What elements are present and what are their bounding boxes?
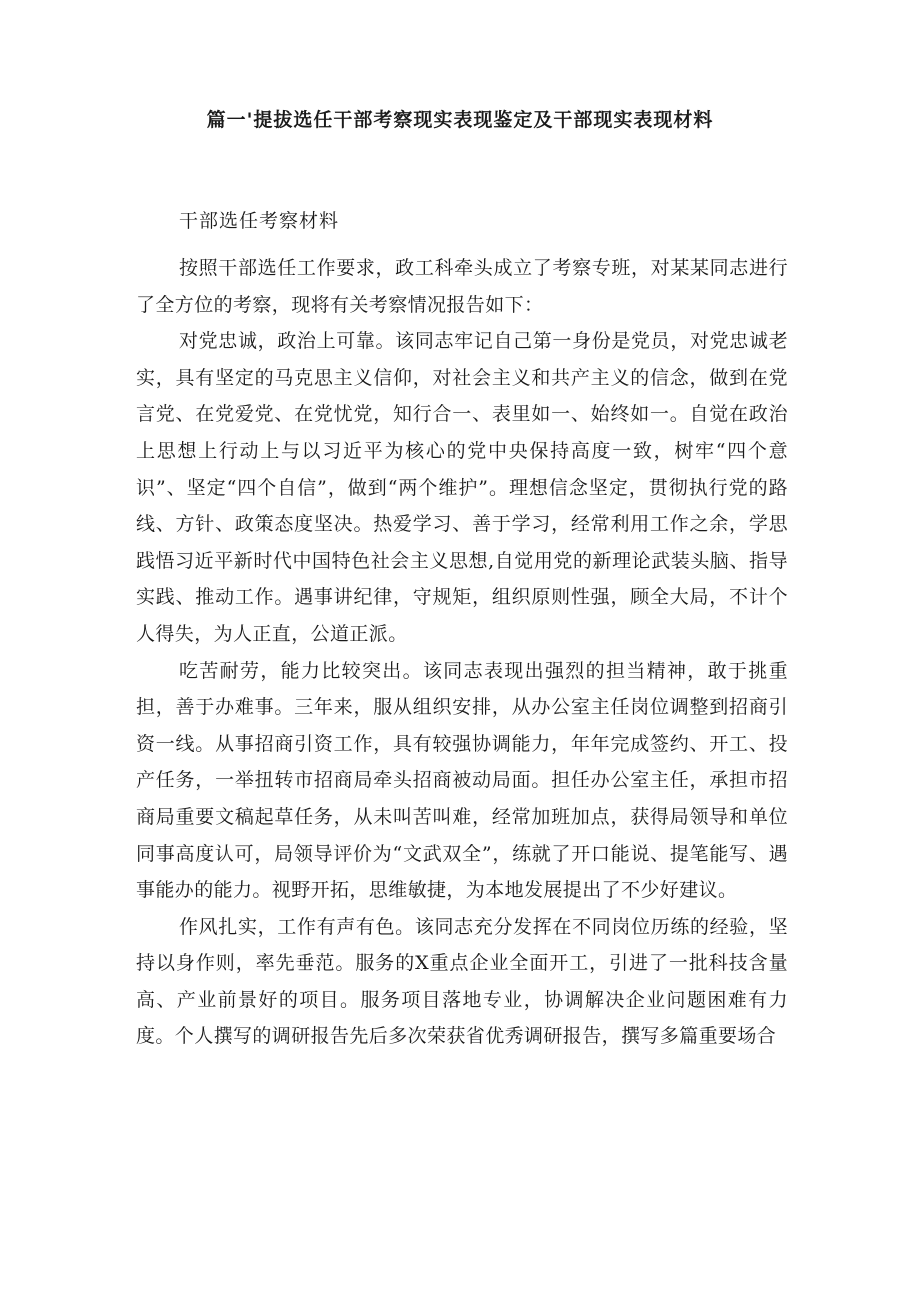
document-subheading: 干部选任考察材料: [179, 210, 340, 232]
paragraph-ability: 吃苦耐劳，能力比较突出。该同志表现出强烈的担当精神，敢于挑重担，善于办难事。三年来，服从组织安排，从办公室主任岗位调整到招商引资一线。从事招商引资工作，具有较强协调能力，年年完成签约、开工、投产任务，一举扭转市招商局牵头招商被动局面。担任办公室主任，承担市招商局重要文稿起草任务，从未叫苦叫难，经常加班加点，获得局领导和单位同事高度认可，局领导评价为“文武双全”，练就了开口能说、提笔能写、遇事能办的能力。视野开拓，思维敏捷，为本地发展提出了不少好建议。: [136, 659, 788, 902]
paragraph-intro: 按照干部选任工作要求，政工科牵头成立了考察专班，对某某同志进行了全方位的考察，现将有关考察情况报告如下：: [136, 257, 788, 316]
paragraph-work-style: 作风扎实，工作有声有色。该同志充分发挥在不同岗位历练的经验，坚持以身作则，率先垂范。服务的X重点企业全面开工，引进了一批科技含量高、产业前景好的项目。服务项目落地专业，协调解决企业问题困难有力度。个人撰写的调研报告先后多次荣获省优秀调研报告，撰写多篇重要场合: [136, 915, 788, 1048]
paragraph-loyalty: 对党忠诚，政治上可靠。该同志牢记自己第一身份是党员，对党忠诚老实，具有坚定的马克思主义信仰，对社会主义和共产主义的信念，做到在党言党、在党爱党、在党忧党，知行合一、表里如一、始终如一。自觉在政治上思想上行动上与以习近平为核心的党中央保持高度一致，树牢“四个意识”、坚定“四个自信”，做到“两个维护”。理想信念坚定，贯彻执行党的路线、方针、政策态度坚决。热爱学习、善于学习，经常利用工作之余，学思践悟习近平新时代中国特色社会主义思想,自觉用党的新理论武装头脑、指导实践、推动工作。遇事讲纪律，守规矩，组织原则性强，顾全大局，不计个人得失，为人正直，公道正派。: [136, 330, 788, 645]
document-title: 篇一'提拔选任干部考察现实表现鉴定及干部现实表现材料: [206, 109, 714, 131]
document-body: [136, 250, 788, 1055]
